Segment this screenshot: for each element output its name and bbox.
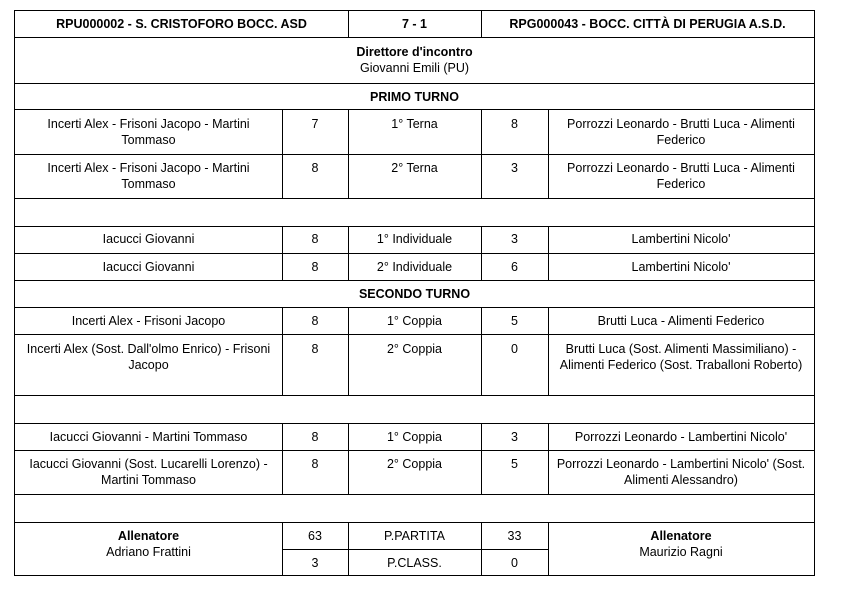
class-away: 0 bbox=[511, 556, 518, 570]
referee-label: Direttore d'incontro bbox=[356, 45, 473, 59]
home-players: Incerti Alex - Frisoni Jacopo bbox=[71, 314, 226, 328]
away-players: Porrozzi Leonardo - Lambertini Nicolo' bbox=[574, 430, 788, 444]
divider bbox=[15, 307, 814, 308]
game-type: 2° Individuale bbox=[376, 260, 453, 274]
divider bbox=[15, 280, 814, 281]
away-players: Porrozzi Leonardo - Brutti Luca - Alimenti Federico bbox=[567, 161, 795, 191]
home-score: 8 bbox=[311, 260, 319, 274]
class-home: 3 bbox=[311, 556, 319, 570]
round-title-second: SECONDO TURNO bbox=[358, 287, 471, 301]
home-players: Incerti Alex - Frisoni Jacopo - Martini Tommaso bbox=[47, 161, 250, 191]
home-score: 8 bbox=[311, 342, 319, 356]
home-coach-label: Allenatore bbox=[117, 529, 180, 543]
divider bbox=[15, 450, 814, 451]
home-players: Incerti Alex - Frisoni Jacopo - Martini Tommaso bbox=[47, 117, 250, 147]
away-score: 8 bbox=[511, 117, 518, 131]
divider bbox=[15, 198, 814, 199]
home-score: 7 bbox=[311, 117, 319, 131]
home-coach-name: Adriano Frattini bbox=[106, 545, 191, 559]
divider bbox=[15, 253, 814, 254]
home-players: Iacucci Giovanni - Martini Tommaso bbox=[49, 430, 248, 444]
home-players: Iacucci Giovanni bbox=[102, 260, 195, 274]
divider bbox=[15, 522, 814, 523]
away-score: 0 bbox=[511, 342, 518, 356]
referee-name: Giovanni Emili (PU) bbox=[359, 61, 470, 75]
home-players: Iacucci Giovanni bbox=[102, 232, 195, 246]
divider bbox=[15, 83, 814, 84]
game-type: 2° Coppia bbox=[386, 342, 443, 356]
game-type: 1° Terna bbox=[391, 117, 438, 131]
class-label: P.CLASS. bbox=[387, 556, 442, 570]
away-players: Porrozzi Leonardo - Lambertini Nicolo' (Sost. Alimenti Alessandro) bbox=[556, 457, 806, 487]
away-coach-label: Allenatore bbox=[650, 529, 712, 543]
divider bbox=[15, 423, 814, 424]
away-team-title: RPG000043 - BOCC. CITTÀ DI PERUGIA A.S.D. bbox=[509, 17, 786, 31]
away-score: 5 bbox=[511, 457, 518, 471]
partita-away: 33 bbox=[507, 529, 522, 543]
game-type: 2° Terna bbox=[391, 161, 438, 175]
away-score: 6 bbox=[511, 260, 518, 274]
home-players: Iacucci Giovanni (Sost. Lucarelli Lorenzo) - Martini Tommaso bbox=[29, 457, 268, 487]
divider bbox=[15, 395, 814, 396]
away-score: 3 bbox=[511, 161, 518, 175]
away-players: Brutti Luca (Sost. Alimenti Massimiliano) - Alimenti Federico (Sost. Traballoni Roberto) bbox=[559, 342, 803, 372]
divider bbox=[15, 334, 814, 335]
away-score: 3 bbox=[511, 430, 518, 444]
game-type: 2° Coppia bbox=[386, 457, 443, 471]
divider bbox=[15, 154, 814, 155]
game-type: 1° Coppia bbox=[386, 314, 443, 328]
away-players: Porrozzi Leonardo - Brutti Luca - Alimenti Federico bbox=[567, 117, 795, 147]
away-players: Lambertini Nicolo' bbox=[631, 232, 731, 246]
away-coach-name: Maurizio Ragni bbox=[639, 545, 723, 559]
divider bbox=[15, 109, 814, 110]
away-players: Lambertini Nicolo' bbox=[631, 260, 731, 274]
divider bbox=[15, 37, 814, 38]
divider bbox=[15, 226, 814, 227]
away-players: Brutti Luca - Alimenti Federico bbox=[597, 314, 765, 328]
home-score: 8 bbox=[311, 430, 319, 444]
away-score: 3 bbox=[511, 232, 518, 246]
partita-label: P.PARTITA bbox=[384, 529, 445, 543]
home-team-title: RPU000002 - S. CRISTOFORO BOCC. ASD bbox=[56, 17, 307, 31]
divider bbox=[282, 549, 548, 550]
game-type: 1° Individuale bbox=[376, 232, 453, 246]
game-type: 1° Coppia bbox=[386, 430, 443, 444]
home-players: Incerti Alex (Sost. Dall'olmo Enrico) - Frisoni Jacopo bbox=[26, 342, 271, 372]
divider bbox=[15, 494, 814, 495]
round-title-first: PRIMO TURNO bbox=[370, 90, 459, 104]
home-score: 8 bbox=[311, 232, 319, 246]
home-score: 8 bbox=[311, 314, 319, 328]
home-score: 8 bbox=[311, 457, 319, 471]
away-score: 5 bbox=[511, 314, 518, 328]
home-score: 8 bbox=[311, 161, 319, 175]
final-score: 7 - 1 bbox=[401, 17, 427, 31]
match-report-table bbox=[14, 10, 815, 576]
partita-home: 63 bbox=[308, 529, 322, 543]
